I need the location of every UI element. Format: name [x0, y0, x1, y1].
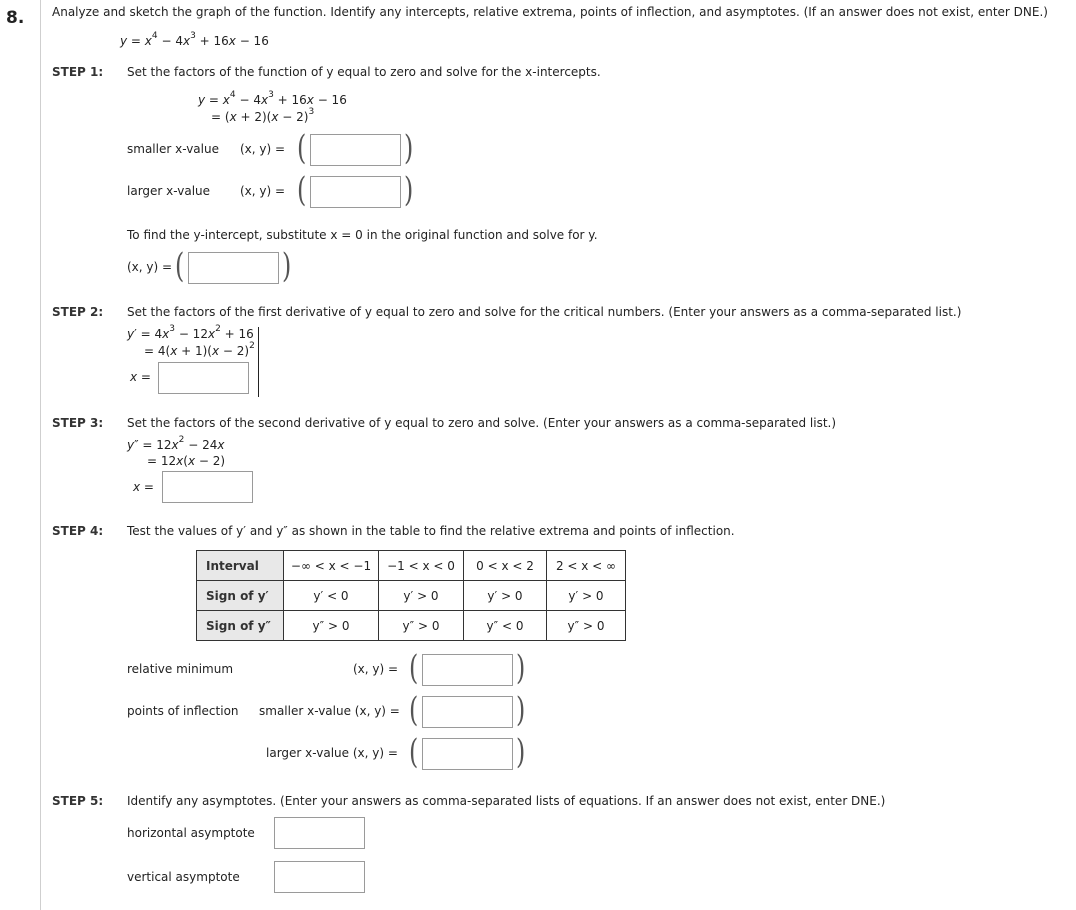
poi-larger-label: larger x-value (x, y) = [266, 746, 398, 760]
poi-smaller-label: smaller x-value (x, y) = [259, 704, 400, 718]
relative-minimum-xy-label: (x, y) = [353, 662, 399, 676]
function-equation: $y = x^4 - 4x^3 + 16x - 16$ [120, 31, 269, 48]
relative-minimum-label: relative minimum [127, 662, 234, 676]
interval-cell: 0 < x < 2 [464, 551, 547, 581]
step1-label: STEP 1: [52, 65, 104, 79]
first-derivative-factored: = $4(x + 1)(x - 2)^2$ [144, 341, 255, 358]
open-paren: ( [174, 246, 185, 286]
larger-xy-label: (x, y) = [240, 184, 286, 198]
poi-smaller-input[interactable] [422, 696, 513, 728]
step1-function: $y = x^4 - 4x^3 + 16x - 16$ [198, 90, 347, 107]
first-derivative: $y' = 4x^3 - 12x^2 + 16$ [127, 324, 254, 341]
step2-instructions: Set the factors of the first derivative of y equal to zero and solve for the critical numbers. (Enter your answers as a comma-separated list.) [127, 305, 962, 319]
step2-label: STEP 2: [52, 305, 104, 319]
horizontal-asymptote-label: horizontal asymptote [127, 826, 255, 840]
step5-instructions: Identify any asymptotes. (Enter your answers as comma-separated lists of equations. If an answer does not exist, enter DNE.) [127, 794, 886, 808]
close-paren: ) [515, 732, 526, 772]
step5-label: STEP 5: [52, 794, 104, 808]
open-paren: ( [296, 128, 307, 168]
text-cursor [258, 327, 259, 397]
larger-x-label: larger x-value [127, 184, 211, 198]
relative-minimum-input[interactable] [422, 654, 513, 686]
sign-y2-cell: y″ > 0 [547, 611, 626, 641]
smaller-xy-label: (x, y) = [240, 142, 286, 156]
critical-x-label: x = [130, 370, 151, 384]
close-paren: ) [515, 690, 526, 730]
smaller-x-intercept-input[interactable] [310, 134, 401, 166]
horizontal-asymptote-input[interactable] [274, 817, 365, 849]
y-intercept-instructions: To find the y-intercept, substitute x = 0 in the original function and solve for y. [127, 228, 598, 242]
second-derivative-zeros-input[interactable] [162, 471, 253, 503]
sign-y1-cell: y′ > 0 [464, 581, 547, 611]
sign-y2-cell: y″ > 0 [379, 611, 464, 641]
step4-instructions: Test the values of y′ and y″ as shown in the table to find the relative extrema and points of inflection. [127, 524, 735, 538]
critical-numbers-input[interactable] [158, 362, 249, 394]
second-derivative-factored: = 12x(x − 2) [147, 454, 226, 468]
points-of-inflection-label: points of inflection [127, 704, 239, 718]
y-intercept-xy-label: (x, y) = [127, 260, 173, 274]
second-derivative: $y'' = 12x^2 - 24x$ [127, 435, 225, 452]
vertical-asymptote-label: vertical asymptote [127, 870, 240, 884]
sign-y2-row [197, 611, 626, 641]
sign-y1-cell: y′ > 0 [547, 581, 626, 611]
interval-header: Interval [197, 551, 284, 581]
vertical-asymptote-input[interactable] [274, 861, 365, 893]
close-paren: ) [403, 128, 414, 168]
step3-instructions: Set the factors of the second derivative of y equal to zero and solve. (Enter your answers as a comma-separated list.) [127, 416, 837, 430]
left-divider [40, 0, 41, 910]
step4-label: STEP 4: [52, 524, 104, 538]
poi-larger-input[interactable] [422, 738, 513, 770]
sign-table [196, 550, 626, 641]
larger-x-intercept-input[interactable] [310, 176, 401, 208]
instructions: Analyze and sketch the graph of the function. Identify any intercepts, relative extrema, points of inflection, and asymptotes. (If an answer does not exist, enter DNE.) [52, 5, 1048, 19]
sign-y2-cell: y″ > 0 [284, 611, 379, 641]
sign-y2-header: Sign of y″ [197, 611, 284, 641]
interval-row [197, 551, 626, 581]
interval-cell: −∞ < x < −1 [284, 551, 379, 581]
question-number: 8. [6, 8, 25, 28]
close-paren: ) [403, 170, 414, 210]
interval-cell: −1 < x < 0 [379, 551, 464, 581]
open-paren: ( [296, 170, 307, 210]
sign-y1-header: Sign of y′ [197, 581, 284, 611]
interval-cell: 2 < x < ∞ [547, 551, 626, 581]
sign-y1-cell: y′ < 0 [284, 581, 379, 611]
inflection-x-label: x = [133, 480, 154, 494]
smaller-x-label: smaller x-value [127, 142, 219, 156]
sign-y2-cell: y″ < 0 [464, 611, 547, 641]
step3-label: STEP 3: [52, 416, 104, 430]
sign-y1-row [197, 581, 626, 611]
open-paren: ( [408, 732, 419, 772]
close-paren: ) [515, 648, 526, 688]
y-intercept-input[interactable] [188, 252, 279, 284]
step1-instructions: Set the factors of the function of y equal to zero and solve for the x-intercepts. [127, 65, 601, 79]
open-paren: ( [408, 648, 419, 688]
sign-y1-cell: y′ > 0 [379, 581, 464, 611]
step1-factored: = $(x + 2)(x - 2)^3$ [211, 107, 315, 124]
close-paren: ) [281, 246, 292, 286]
open-paren: ( [408, 690, 419, 730]
